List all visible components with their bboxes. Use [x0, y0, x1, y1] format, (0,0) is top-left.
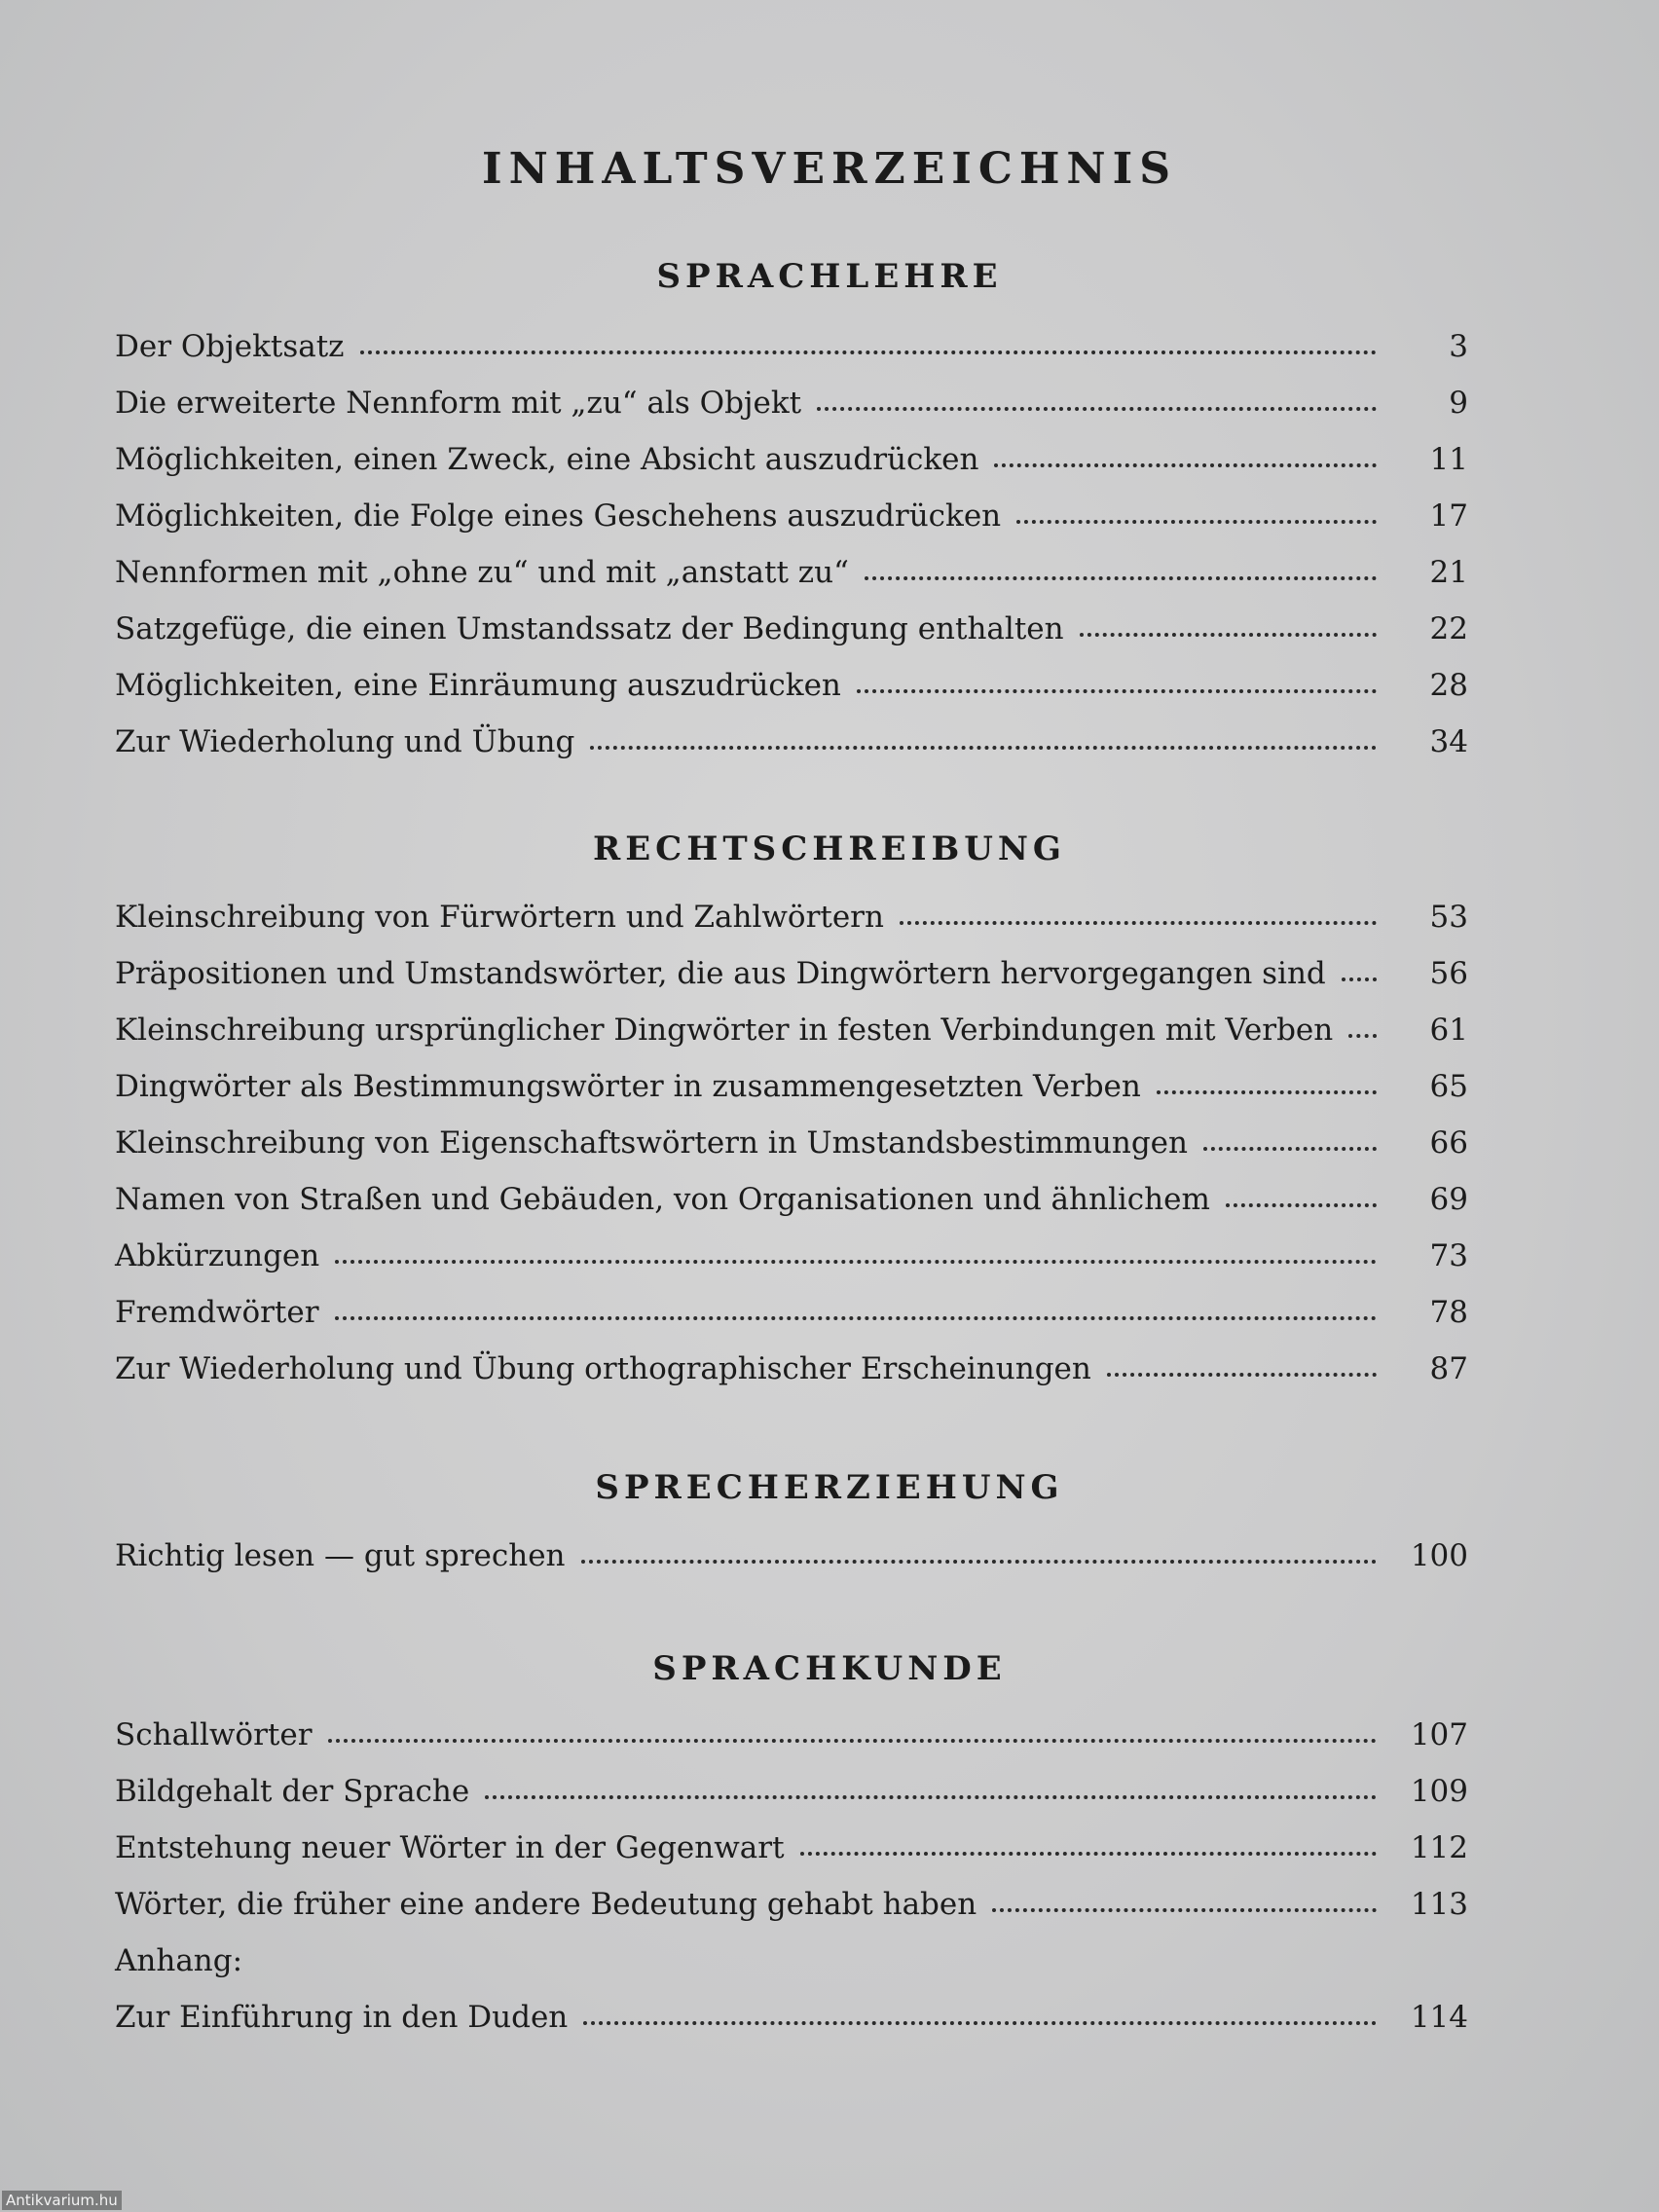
appendix-label: [115, 1943, 1468, 2000]
toc-entry-page: 61: [1429, 1013, 1468, 1048]
dot-leader: [1107, 1373, 1377, 1377]
toc-entry: [115, 1774, 1468, 1830]
toc-entry: [115, 1538, 1468, 1595]
dot-leader: [1203, 1147, 1377, 1151]
toc-entry: [115, 386, 1468, 442]
toc-entry-page: 87: [1429, 1351, 1468, 1386]
dot-leader: [1226, 1203, 1377, 1207]
toc-entry: [115, 2000, 1468, 2056]
dot-leader: [335, 1260, 1377, 1264]
toc-entry: [115, 1238, 1468, 1295]
toc-entry-page: 56: [1429, 956, 1468, 991]
dot-leader: [1016, 520, 1377, 524]
toc-list-sprachkunde: [115, 1717, 1468, 2056]
dot-leader: [335, 1316, 1377, 1320]
section-heading-sprecherziehung: SPRECHERZIEHUNG: [595, 1468, 1064, 1507]
dot-leader: [590, 746, 1377, 750]
dot-leader: [1080, 633, 1377, 637]
dot-leader: [485, 1795, 1377, 1799]
toc-entry-page: 78: [1429, 1295, 1468, 1330]
toc-entry-text: Namen von Straßen und Gebäuden, von Organisationen und ähnlichem: [115, 1182, 1210, 1217]
toc-entry: [115, 611, 1468, 668]
toc-entry-text: Möglichkeiten, die Folge eines Geschehens auszudrücken: [115, 498, 1002, 534]
toc-entry-page: 34: [1429, 724, 1468, 759]
toc-entry-page: 69: [1429, 1182, 1468, 1217]
dot-leader: [800, 1852, 1377, 1856]
toc-entry-text: Möglichkeiten, einen Zweck, eine Absicht auszudrücken: [115, 442, 979, 477]
toc-entry-text: Möglichkeiten, eine Einräumung auszudrücken: [115, 668, 841, 703]
toc-entry-page: 65: [1429, 1069, 1468, 1104]
watermark: Antikvarium.hu: [2, 2191, 122, 2210]
dot-leader: [1342, 977, 1377, 981]
dot-leader: [583, 2021, 1377, 2025]
toc-entry: [115, 1887, 1468, 1943]
toc-entry: [115, 1351, 1468, 1408]
toc-entry-text: Zur Wiederholung und Übung: [115, 724, 575, 759]
toc-entry-text: Dingwörter als Bestimmungswörter in zusammengesetzten Verben: [115, 1069, 1141, 1104]
dot-leader: [857, 689, 1377, 693]
toc-entry: [115, 498, 1468, 555]
toc-entry-page: 3: [1449, 329, 1468, 364]
dot-leader: [992, 1908, 1377, 1912]
toc-entry-text: Kleinschreibung ursprünglicher Dingwörter in festen Verbindungen mit Verben: [115, 1013, 1334, 1048]
toc-entry-page: 11: [1429, 442, 1468, 477]
toc-entry-page: 109: [1410, 1774, 1468, 1809]
toc-entry-text: Fremdwörter: [115, 1295, 319, 1330]
dot-leader: [865, 576, 1377, 580]
toc-entry-text: Die erweiterte Nennform mit „zu“ als Objekt: [115, 386, 802, 421]
toc-entry-page: 107: [1410, 1717, 1468, 1752]
toc-entry: [115, 555, 1468, 611]
toc-entry: [115, 1125, 1468, 1182]
toc-entry-page: 100: [1410, 1538, 1468, 1573]
toc-entry: [115, 668, 1468, 724]
dot-leader: [994, 463, 1377, 467]
toc-entry-text: Wörter, die früher eine andere Bedeutung gehabt haben: [115, 1887, 977, 1922]
toc-entry-page: 53: [1429, 900, 1468, 935]
toc-entry-page: 28: [1429, 668, 1468, 703]
dot-leader: [581, 1560, 1377, 1564]
toc-entry: [115, 1013, 1468, 1069]
dot-leader: [360, 350, 1377, 354]
section-heading-sprachkunde: SPRACHKUNDE: [652, 1649, 1007, 1688]
toc-entry-page: 113: [1410, 1887, 1468, 1922]
toc-entry-page: 112: [1410, 1830, 1468, 1865]
toc-entry-text: Der Objektsatz: [115, 329, 345, 364]
toc-entry: [115, 1182, 1468, 1238]
toc-entry-text: Zur Einführung in den Duden: [115, 2000, 569, 2035]
toc-entry-page: 17: [1429, 498, 1468, 534]
dot-leader: [1157, 1090, 1377, 1094]
toc-entry-text: Bildgehalt der Sprache: [115, 1774, 470, 1809]
toc-entry-page: 21: [1429, 555, 1468, 590]
dot-leader: [1348, 1034, 1377, 1038]
toc-entry: [115, 956, 1468, 1013]
toc-entry-text: Richtig lesen — gut sprechen: [115, 1538, 566, 1573]
toc-list-sprachlehre: [115, 329, 1468, 781]
toc-entry-page: 22: [1429, 611, 1468, 646]
section-heading-rechtschreibung: RECHTSCHREIBUNG: [593, 830, 1066, 868]
toc-entry: [115, 900, 1468, 956]
toc-entry: [115, 1295, 1468, 1351]
toc-entry-page: 66: [1429, 1125, 1468, 1161]
toc-entry: [115, 329, 1468, 386]
dot-leader: [900, 921, 1377, 925]
toc-entry-page: 114: [1410, 2000, 1468, 2035]
toc-list-sprecherziehung: [115, 1538, 1468, 1595]
dot-leader: [328, 1739, 1377, 1743]
toc-entry: [115, 1069, 1468, 1125]
section-heading-sprachlehre: SPRACHLEHRE: [656, 257, 1003, 296]
toc-entry: [115, 1830, 1468, 1887]
toc-entry-text: Entstehung neuer Wörter in der Gegenwart: [115, 1830, 785, 1865]
toc-entry-page: 9: [1449, 386, 1468, 421]
page-title: INHALTSVERZEICHNIS: [481, 144, 1178, 194]
toc-entry: [115, 1717, 1468, 1774]
toc-entry-text: Schallwörter: [115, 1717, 313, 1752]
toc-entry-text: Satzgefüge, die einen Umstandssatz der Bedingung enthalten: [115, 611, 1064, 646]
appendix-label-text: Anhang:: [115, 1943, 243, 1978]
toc-entry: [115, 442, 1468, 498]
toc-entry-text: Nennformen mit „ohne zu“ und mit „anstatt zu“: [115, 555, 849, 590]
toc-list-rechtschreibung: [115, 900, 1468, 1408]
toc-entry-text: Kleinschreibung von Eigenschaftswörtern in Umstandsbestimmungen: [115, 1125, 1188, 1161]
toc-entry-text: Präpositionen und Umstandswörter, die aus Dingwörtern hervorgegangen sind: [115, 956, 1326, 991]
toc-entry-text: Kleinschreibung von Fürwörtern und Zahlwörtern: [115, 900, 884, 935]
toc-entry-page: 73: [1429, 1238, 1468, 1273]
toc-entry: [115, 724, 1468, 781]
toc-entry-text: Zur Wiederholung und Übung orthographischer Erscheinungen: [115, 1351, 1091, 1386]
toc-entry-text: Abkürzungen: [115, 1238, 320, 1273]
dot-leader: [817, 407, 1377, 411]
